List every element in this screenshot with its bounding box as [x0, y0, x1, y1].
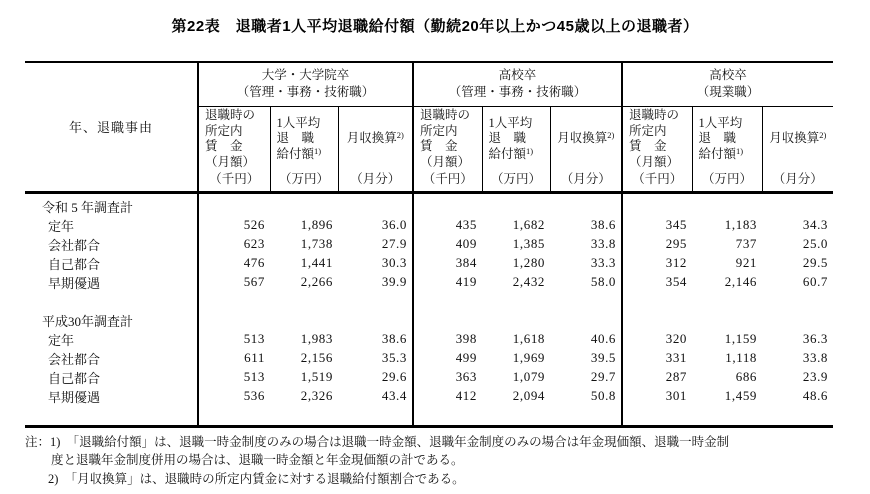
row-label: 平成30年調査計: [25, 311, 198, 330]
cell: 435: [455, 217, 478, 232]
cell: 2,266: [300, 274, 333, 289]
subcol-line: 月収換算$^{2)}$: [346, 130, 404, 146]
cell: 419: [455, 274, 478, 289]
cell: 1,183: [724, 217, 758, 232]
group-label-line: （管理・事務・技術職）: [448, 85, 587, 100]
cell: [338, 311, 413, 330]
cell: 25.0: [802, 236, 829, 251]
cell: 312: [665, 255, 688, 270]
cell: 39.9: [338, 273, 413, 292]
subcol-header-monthly: [550, 106, 622, 192]
unit-label: （万円）: [702, 171, 753, 186]
subcol-header-wage: [622, 106, 692, 192]
cell: 737: [735, 236, 758, 251]
cell: [270, 311, 338, 330]
cell: 58.0: [550, 273, 622, 292]
table-row: [25, 368, 833, 387]
subcol-header-wage: [198, 106, 270, 192]
unit-label: （千円）: [209, 171, 260, 186]
cell: 611: [244, 350, 265, 365]
row-label: 自己都合: [25, 368, 198, 387]
unit-label: （万円）: [278, 171, 329, 186]
cell: 398: [455, 331, 478, 346]
cell: 1,441: [300, 255, 333, 270]
group-label-line: 高校卒: [498, 68, 537, 83]
cell: 33.8: [550, 235, 622, 254]
cell: 384: [455, 255, 478, 270]
cell: 1,159: [724, 331, 758, 346]
subcol-line: 賃 金: [629, 139, 667, 153]
subcol-line: 給付額$^{1)}$: [276, 145, 322, 161]
cell: 34.3: [802, 217, 829, 232]
cell: [413, 311, 482, 330]
cell: 536: [243, 388, 265, 403]
table-row: [25, 311, 833, 330]
cell: 409: [455, 236, 478, 251]
table-row: [25, 192, 833, 216]
footnote-line: 2) 「月収換算」は、退職時の所定内賃金に対する退職給付額割合である。: [48, 471, 465, 486]
page-title: 第22表 退職者1人平均退職給付額（勤続20年以上かつ45歳以上の退職者）: [171, 18, 699, 35]
cell: 513: [243, 331, 265, 346]
subcol-line: （月額）: [205, 154, 256, 169]
cell: [550, 192, 622, 216]
group-label-line: 高校卒: [709, 68, 747, 83]
cell: [622, 311, 692, 330]
unit-label: （万円）: [491, 171, 542, 186]
subcol-line: 所定内: [205, 123, 243, 138]
col-group-highschool-clerical: [413, 62, 622, 106]
cell: 50.8: [550, 387, 622, 406]
unit-label: （月分）: [350, 171, 401, 186]
footnote-ref-1: 1): [736, 145, 744, 156]
cell: 33.3: [550, 254, 622, 273]
cell: 2,094: [512, 388, 546, 403]
subcol-line: 退職時の: [420, 108, 471, 122]
cell: 1,280: [512, 255, 546, 270]
cell: 1,618: [512, 331, 546, 346]
cell: 2,326: [300, 388, 333, 403]
cell: 38.6: [338, 330, 413, 349]
table-row: [25, 330, 833, 349]
row-label: 定年: [25, 330, 198, 349]
cell: 29.5: [802, 255, 829, 270]
subcol-header-wage: [413, 106, 482, 192]
cell: 2,146: [724, 274, 758, 289]
subcol-line: 退 職: [276, 131, 315, 146]
cell: 33.8: [802, 350, 829, 365]
cell: 29.7: [550, 368, 622, 387]
cell: [413, 192, 482, 216]
unit-label: （月分）: [560, 171, 611, 186]
table-row: [25, 349, 833, 368]
cell: 2,432: [512, 274, 546, 289]
cell: 331: [665, 350, 688, 365]
subcol-header-benefit: [482, 106, 550, 192]
group-label-line: （現業職）: [696, 85, 760, 100]
retirement-benefits-table: [25, 61, 833, 428]
cell: 27.9: [338, 235, 413, 254]
cell: 623: [243, 236, 265, 251]
spacer-row: [25, 292, 833, 311]
subcol-line: 月収換算$^{2)}$: [769, 130, 827, 146]
subcol-line: 退 職: [488, 131, 527, 146]
cell: 363: [455, 369, 478, 384]
subcol-line: 給付額$^{1)}$: [488, 145, 534, 161]
cell: 43.4: [338, 387, 413, 406]
cell: 1,118: [725, 350, 758, 365]
footnote-line: 注：1) 「退職給付額」は、退職一時金制度のみの場合は退職一時金額、退職年金制度のみの場合は年金現価額、退職一時金制: [25, 434, 730, 449]
subcol-header-benefit: [270, 106, 338, 192]
cell: 1,983: [300, 331, 333, 346]
subcol-line: （月額）: [629, 154, 680, 169]
cell: 30.3: [338, 254, 413, 273]
subcol-line: 賃 金: [205, 139, 243, 153]
subcol-line: 賃 金: [420, 139, 458, 153]
cell: 1,896: [300, 217, 333, 232]
subcol-line: 1人平均: [276, 115, 321, 130]
subcol-line: 1人平均: [698, 115, 743, 130]
spacer-row: [25, 406, 833, 427]
cell: [198, 192, 270, 216]
cell: [762, 192, 833, 216]
row-header: 年、退職事由: [25, 62, 198, 192]
footnote-ref-2: 2): [396, 130, 404, 141]
subcol-line: 退職時の: [205, 108, 256, 122]
cell: 38.6: [550, 216, 622, 235]
cell: [338, 192, 413, 216]
cell: 1,079: [512, 369, 546, 384]
cell: 345: [665, 217, 688, 232]
cell: 320: [665, 331, 688, 346]
row-label: 早期優遇: [25, 273, 198, 292]
cell: 35.3: [338, 349, 413, 368]
subcol-line: 給付額$^{1)}$: [698, 145, 744, 161]
row-label: 会社都合: [25, 349, 198, 368]
cell: [692, 311, 762, 330]
cell: 39.5: [550, 349, 622, 368]
unit-label: （千円）: [422, 171, 473, 186]
row-label: 令和 5 年調査計: [25, 192, 198, 216]
subcol-header-monthly: [762, 106, 833, 192]
group-label-line: 大学・大学院卒: [261, 68, 350, 83]
cell: 29.6: [338, 368, 413, 387]
cell: 1,738: [300, 236, 333, 251]
subcol-line: 1人平均: [488, 115, 533, 130]
col-group-highschool-production: [622, 62, 833, 106]
footnote-ref-2: 2): [607, 130, 615, 141]
subcol-line: 月収換算$^{2)}$: [557, 130, 615, 146]
cell: 2,156: [300, 350, 333, 365]
table-row: [25, 273, 833, 292]
subcol-line: 退職時の: [629, 108, 680, 122]
cell: [692, 192, 762, 216]
subcol-line: 退 職: [698, 131, 737, 146]
cell: 1,459: [724, 388, 758, 403]
cell: 1,519: [300, 369, 333, 384]
cell: 1,385: [512, 236, 546, 251]
group-label-line: （管理・事務・技術職）: [236, 85, 375, 100]
footnote-ref-1: 1): [526, 145, 534, 156]
cell: 301: [665, 388, 688, 403]
footnote-ref-2: 2): [819, 130, 827, 141]
cell: 354: [665, 274, 688, 289]
group-header-row: [25, 62, 833, 106]
row-label: 定年: [25, 216, 198, 235]
cell: 513: [243, 369, 265, 384]
table-row: [25, 387, 833, 406]
row-label: 早期優遇: [25, 387, 198, 406]
footnote-ref-1: 1): [314, 145, 322, 156]
table-row: [25, 216, 833, 235]
cell: 567: [243, 274, 265, 289]
cell: 36.0: [338, 216, 413, 235]
cell: [762, 311, 833, 330]
row-label: 会社都合: [25, 235, 198, 254]
unit-label: （月分）: [772, 171, 823, 186]
cell: [482, 311, 550, 330]
cell: 476: [243, 255, 265, 270]
unit-label: （千円）: [632, 171, 683, 186]
subcol-line: 所定内: [629, 123, 667, 138]
cell: 295: [665, 236, 688, 251]
footnotes: [25, 433, 870, 489]
page: [0, 15, 870, 494]
cell: 686: [735, 369, 758, 384]
cell: [622, 192, 692, 216]
cell: 921: [735, 255, 758, 270]
cell: 1,682: [512, 217, 546, 232]
cell: 48.6: [802, 388, 829, 403]
subcol-header-benefit: [692, 106, 762, 192]
cell: 36.3: [802, 331, 829, 346]
cell: [270, 192, 338, 216]
col-group-university: [198, 62, 413, 106]
cell: [198, 311, 270, 330]
cell: 412: [455, 388, 478, 403]
cell: 23.9: [802, 369, 829, 384]
cell: [550, 311, 622, 330]
cell: 1,969: [512, 350, 546, 365]
table-row: [25, 235, 833, 254]
cell: 60.7: [802, 274, 829, 289]
subcol-line: 所定内: [420, 123, 458, 138]
cell: [482, 192, 550, 216]
cell: 287: [665, 369, 688, 384]
cell: 526: [243, 217, 265, 232]
row-label: 自己都合: [25, 254, 198, 273]
table-row: [25, 254, 833, 273]
cell: 499: [455, 350, 478, 365]
footnote-line: 度と退職年金制度併用の場合は、退職一時金額と年金現価額の計である。: [51, 453, 464, 467]
subcol-line: （月額）: [420, 154, 471, 169]
subcol-header-monthly: [338, 106, 413, 192]
cell: 40.6: [550, 330, 622, 349]
